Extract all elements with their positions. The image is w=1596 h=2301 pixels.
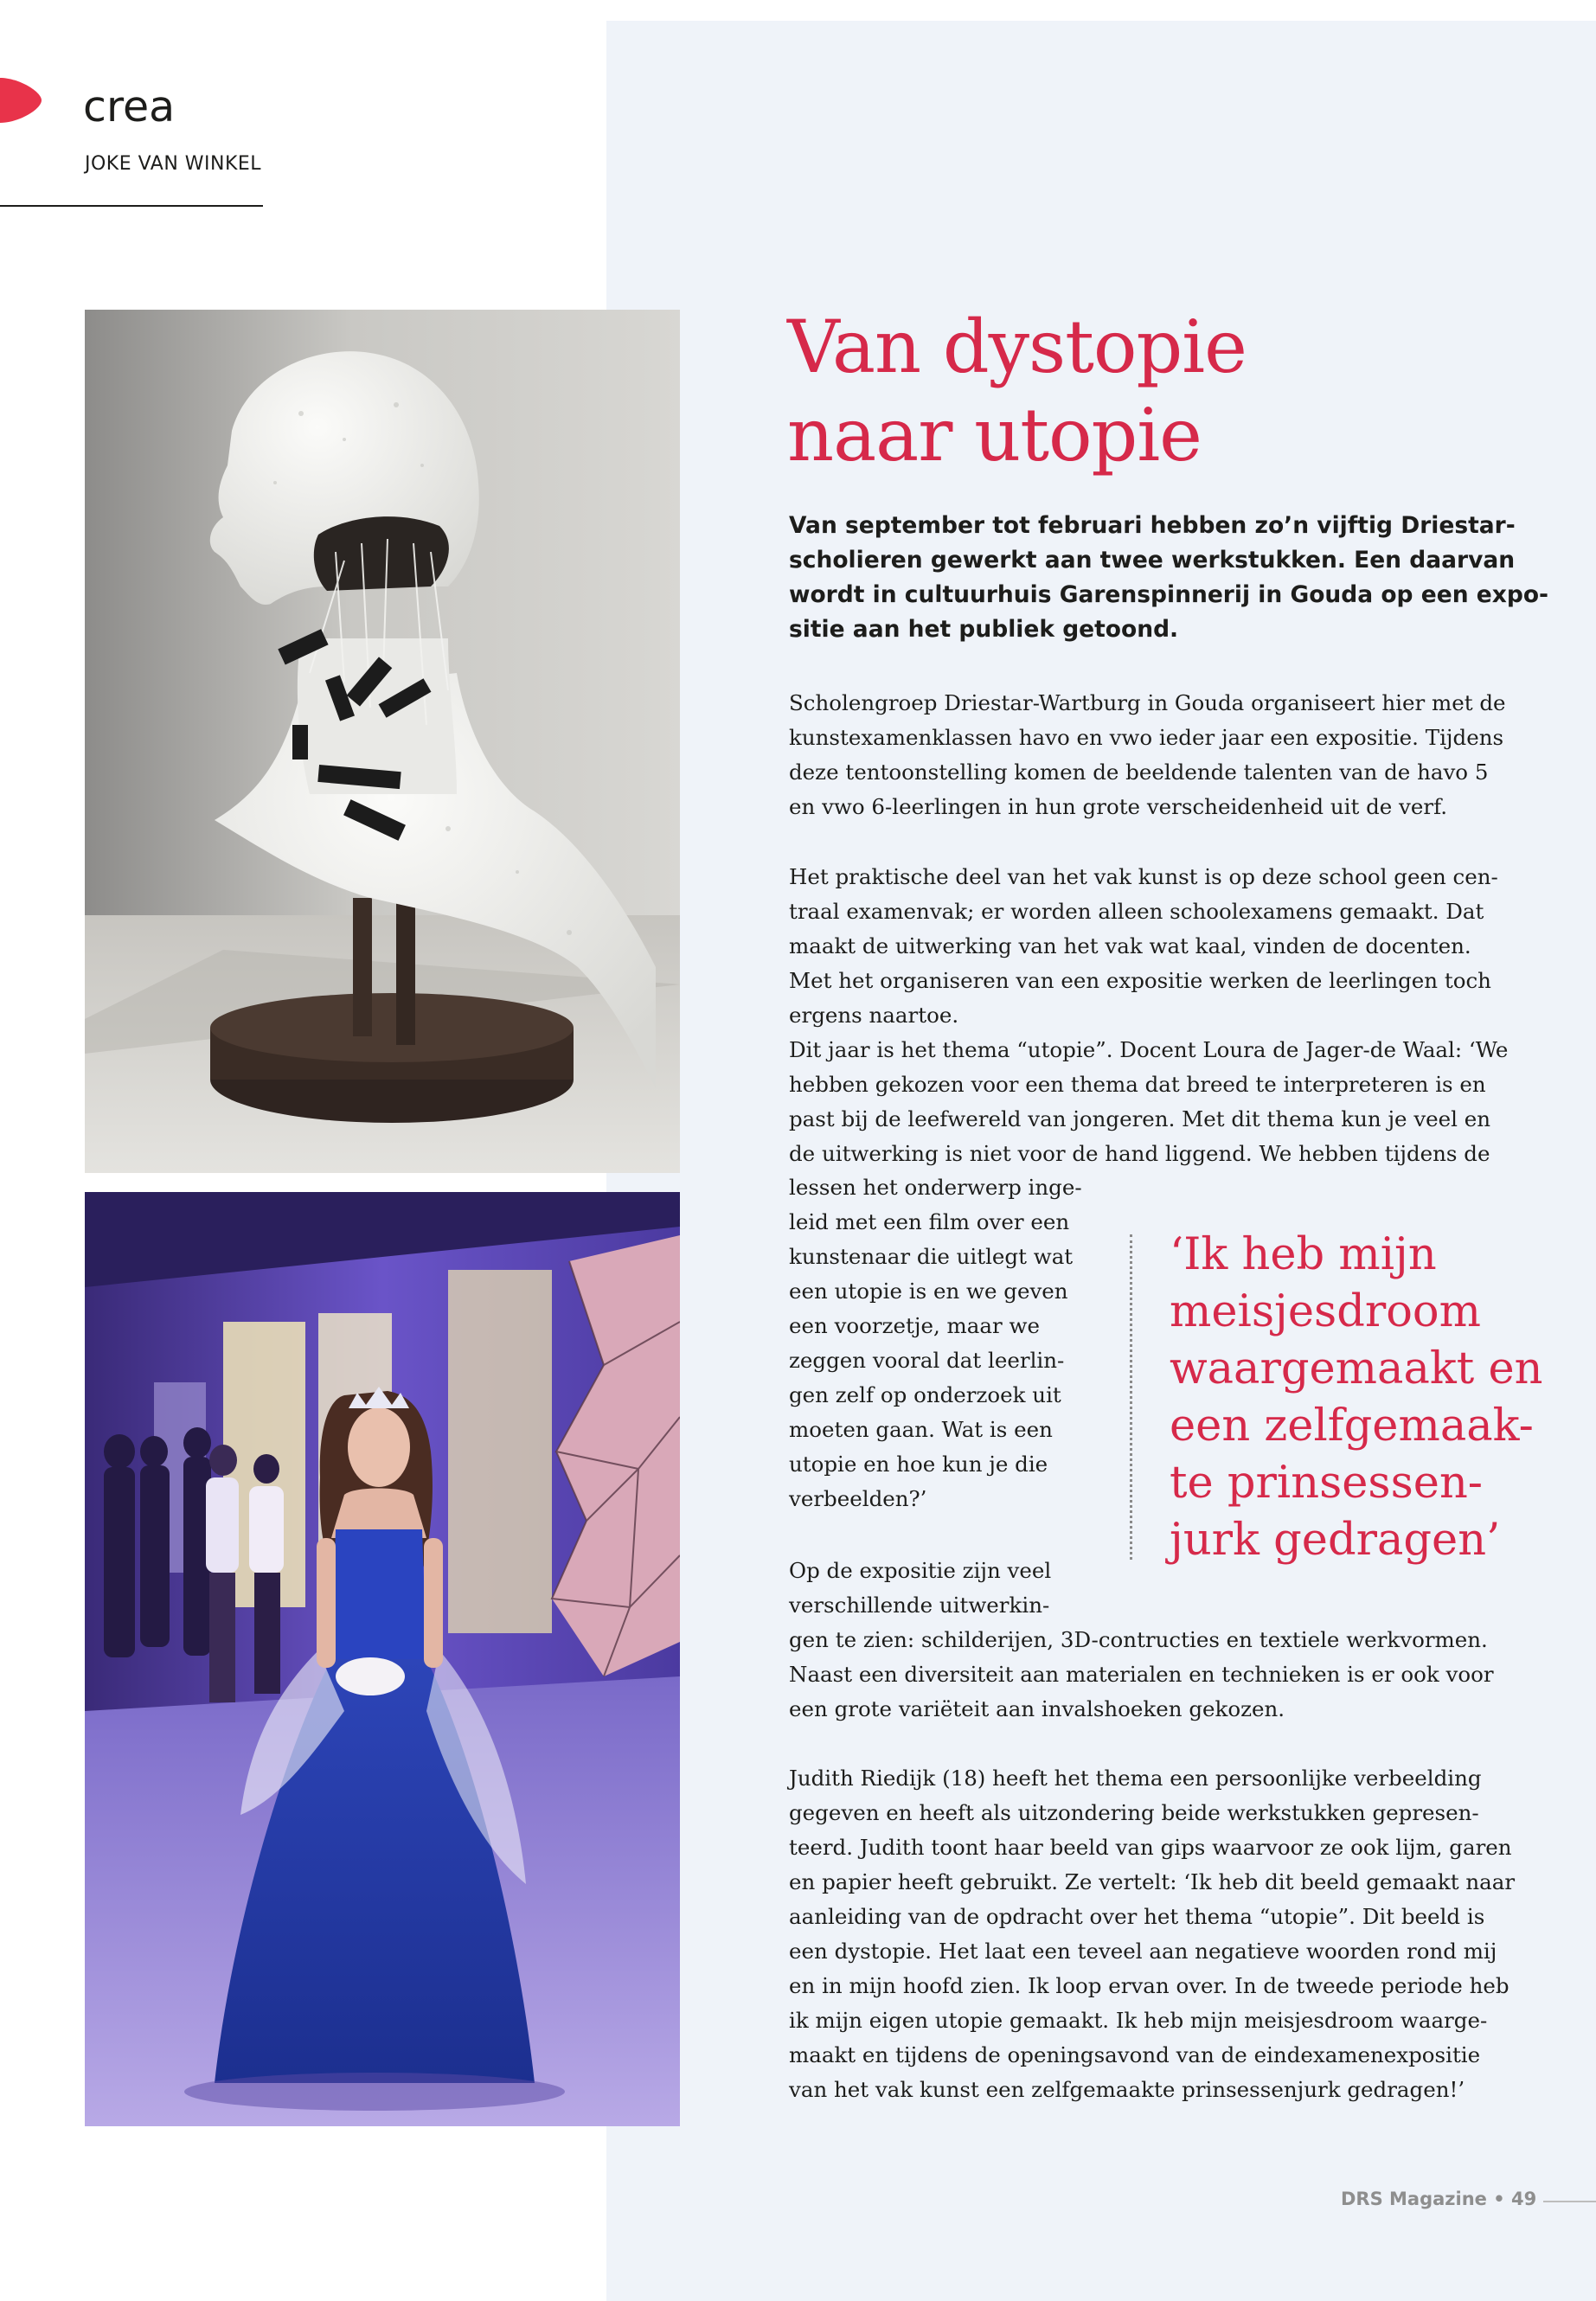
lead-line: sitie aan het publiek getoond. [789,616,1179,643]
author-name: JOKE VAN WINKEL [85,153,262,175]
lead-line: Van september tot februari hebben zo’n vijftig Driestar- [789,512,1516,539]
body-line: deze tentoonstelling komen de beeldende talenten van de havo 5 [789,760,1489,785]
pull-quote [1170,1227,1567,1569]
body-line: traal examenvak; er worden alleen schoolexamens gemaakt. Dat [789,899,1484,924]
body-line: gegeven en heeft als uitzondering beide werkstukken gepresen- [789,1800,1479,1825]
body-line: Scholengroep Driestar-Wartburg in Gouda organiseert hier met de [789,690,1506,715]
body-line: Naast een diversiteit aan materialen en technieken is er ook voor [789,1662,1494,1687]
body-line: een voorzetje, maar we [789,1313,1040,1338]
quote-line: waargemaakt en [1170,1343,1543,1394]
body-line: en vwo 6-leerlingen in hun grote verscheidenheid uit de verf. [789,794,1448,819]
body-line: van het vak kunst een zelfgemaakte prinsessenjurk gedragen!’ [789,2077,1465,2102]
quote-line: te prinsessen- [1170,1458,1484,1509]
body-line: teerd. Judith toont haar beeld van gips waarvoor ze ook lijm, garen [789,1835,1512,1860]
body-line: gen te zien: schilderijen, 3D-contructies en textiele werkvormen. [789,1627,1488,1652]
body-line: utopie en hoe kun je die [789,1452,1048,1477]
princess-dress-photo [85,1192,680,2126]
body-line: gen zelf op onderzoek uit [789,1382,1061,1407]
article-lead [789,509,1549,647]
quote-line: jurk gedragen’ [1170,1515,1501,1566]
body-line: lessen het onderwerp inge- [789,1175,1082,1200]
title-line: Van dystopie [787,304,1247,389]
sculpture-photo [85,310,680,1173]
quote-line: een zelfgemaak- [1170,1400,1534,1452]
section-marker-icon [0,78,42,123]
body-line: Dit jaar is het thema “utopie”. Docent Loura de Jager-de Waal: ‘We [789,1037,1509,1062]
quote-line: ‘Ik heb mijn [1170,1229,1437,1280]
body-line: verbeelden?’ [789,1486,927,1511]
body-line: kunstenaar die uitlegt wat [789,1244,1074,1269]
body-paragraph-1 [789,686,1542,824]
body-line: leid met een film over een [789,1209,1070,1234]
magazine-name: DRS Magazine [1341,2189,1487,2209]
body-line: maakt de uitwerking van het vak wat kaal, vinden de docenten. [789,933,1471,958]
page-number: 49 [1511,2189,1537,2209]
body-line: verschillende uitwerkin- [789,1593,1050,1618]
body-line: past bij de leefwereld van jongeren. Met dit thema kun je veel en [789,1106,1491,1131]
body-line: Judith Riedijk (18) heeft het thema een persoonlijke verbeelding [789,1766,1482,1791]
section-label: crea [83,82,176,131]
page-footer [1341,2189,1536,2209]
body-paragraph-4 [789,1554,1542,1727]
body-line: ergens naartoe. [789,1003,959,1028]
lead-line: scholieren gewerkt aan twee werkstukken. Een daarvan [789,547,1516,574]
footer-separator: • [1493,2189,1505,2209]
body-line: hebben gekozen voor een thema dat breed te interpreteren is en [789,1072,1486,1097]
body-line: kunstexamenklassen havo en vwo ieder jaar een expositie. Tijdens [789,725,1504,750]
body-line: maakt en tijdens de openingsavond van de eindexamenexpositie [789,2042,1481,2067]
body-line: de uitwerking is niet voor de hand liggend. We hebben tijdens de [789,1141,1490,1166]
body-line: en papier heeft gebruikt. Ze vertelt: ‘Ik heb dit beeld gemaakt naar [789,1869,1516,1894]
body-line: ik mijn eigen utopie gemaakt. Ik heb mijn meisjesdroom waarge- [789,2008,1488,2033]
footer-rule [1543,2201,1596,2202]
body-line: zeggen vooral dat leerlin- [789,1348,1065,1373]
header-divider [0,205,263,207]
body-line: een dystopie. Het laat een teveel aan negatieve woorden rond mij [789,1939,1497,1964]
title-line: naar utopie [787,393,1202,478]
body-line: Op de expositie zijn veel [789,1558,1052,1583]
body-line: Met het organiseren van een expositie werken de leerlingen toch [789,968,1491,993]
quote-line: meisjesdroom [1170,1286,1481,1337]
body-line: en in mijn hoofd zien. Ik loop ervan over. In de tweede periode heb [789,1973,1509,1998]
body-paragraph-5 [789,1761,1542,2107]
article-title [787,303,1566,479]
body-line: een grote variëteit aan invalshoeken gekozen. [789,1696,1285,1721]
body-line: een utopie is en we geven [789,1279,1068,1304]
body-line: Het praktische deel van het vak kunst is op deze school geen cen- [789,864,1498,889]
body-paragraph-2 [789,860,1542,1171]
pull-quote-divider [1130,1234,1132,1560]
body-line: moeten gaan. Wat is een [789,1417,1053,1442]
lead-line: wordt in cultuurhuis Garenspinnerij in Gouda op een expo- [789,581,1549,608]
body-line: aanleiding van de opdracht over het thema “utopie”. Dit beeld is [789,1904,1485,1929]
